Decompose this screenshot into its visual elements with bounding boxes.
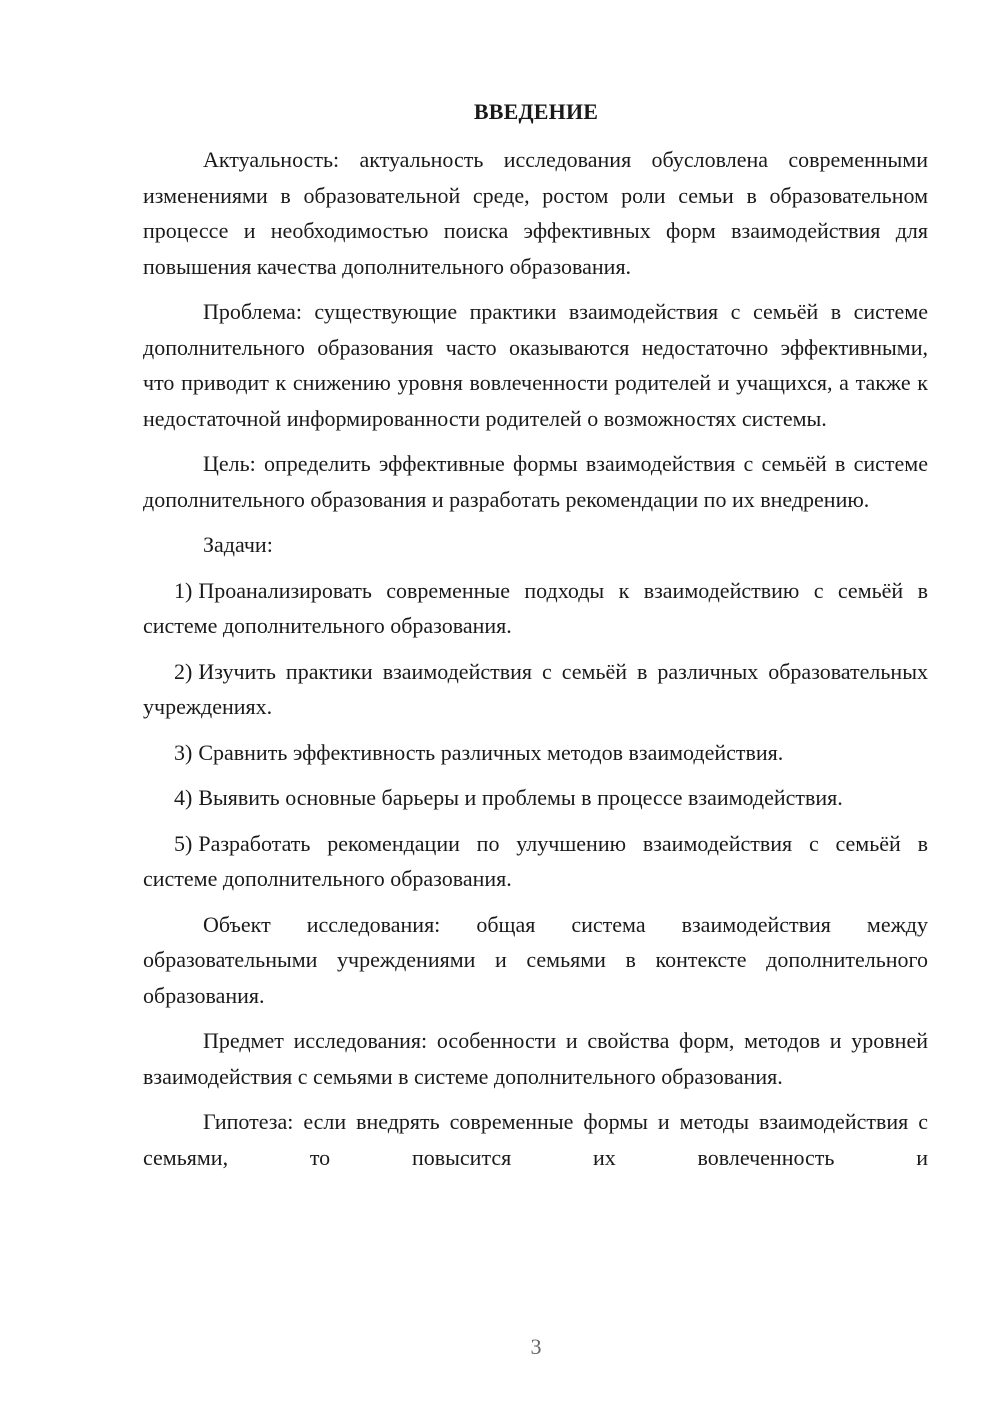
task-text: Сравнить эффективность различных методов взаимодействия. [198, 739, 784, 765]
task-item [143, 826, 928, 897]
task-text: Разработать рекомендации по улучшению взаимодействия с семьёй в системе дополнительного образования. [143, 830, 928, 891]
page-number: 3 [530, 1334, 542, 1359]
goal-paragraph: Цель: определить эффективные формы взаимодействия с семьёй в системе дополнительного образования и разработать рекомендации по их внедрению. [143, 451, 928, 512]
task-item [143, 780, 928, 816]
section-heading: ВВЕДЕНИЕ [473, 99, 599, 124]
problem-paragraph: Проблема: существующие практики взаимодействия с семьёй в системе дополнительного образования часто оказываются недостаточно эффективными, что приводит к снижению уровня вовлеченности родителей и учащихся, а также к недостаточной информированности родителей о возможностях системы. [143, 299, 928, 431]
hypothesis-paragraph: Гипотеза: если внедрять современные формы и методы взаимодействия с семьями, то повысится их вовлеченность и [143, 1109, 928, 1170]
task-text: Выявить основные барьеры и проблемы в процессе взаимодействия. [198, 785, 843, 810]
task-text: Изучить практики взаимодействия с семьёй в различных образовательных учреждениях. [143, 658, 928, 719]
relevance-paragraph: Актуальность: актуальность исследования обусловлена современными изменениями в образовательной среде, ростом роли семьи в образовательном процессе и необходимостью поиска эффективных форм взаимодействия для повышения качества дополнительного образования. [143, 147, 928, 279]
body-text [143, 142, 928, 1185]
task-number: 3) [174, 739, 193, 765]
tasks-label: Задачи: [203, 532, 273, 557]
task-text: Проанализировать современные подходы к взаимодействию с семьёй в системе дополнительного образования. [143, 577, 928, 638]
task-item [143, 735, 928, 771]
task-number: 5) [174, 830, 193, 856]
task-item [143, 654, 928, 725]
object-paragraph: Объект исследования: общая система взаимодействия между образовательными учреждениями и семьями в контексте дополнительного образования. [143, 911, 928, 1008]
task-number: 1) [174, 577, 193, 603]
subject-paragraph: Предмет исследования: особенности и свойства форм, методов и уровней взаимодействия с семьями в системе дополнительного образования. [143, 1028, 928, 1089]
task-item [143, 573, 928, 644]
task-number: 4) [174, 785, 193, 810]
task-number: 2) [174, 658, 193, 684]
